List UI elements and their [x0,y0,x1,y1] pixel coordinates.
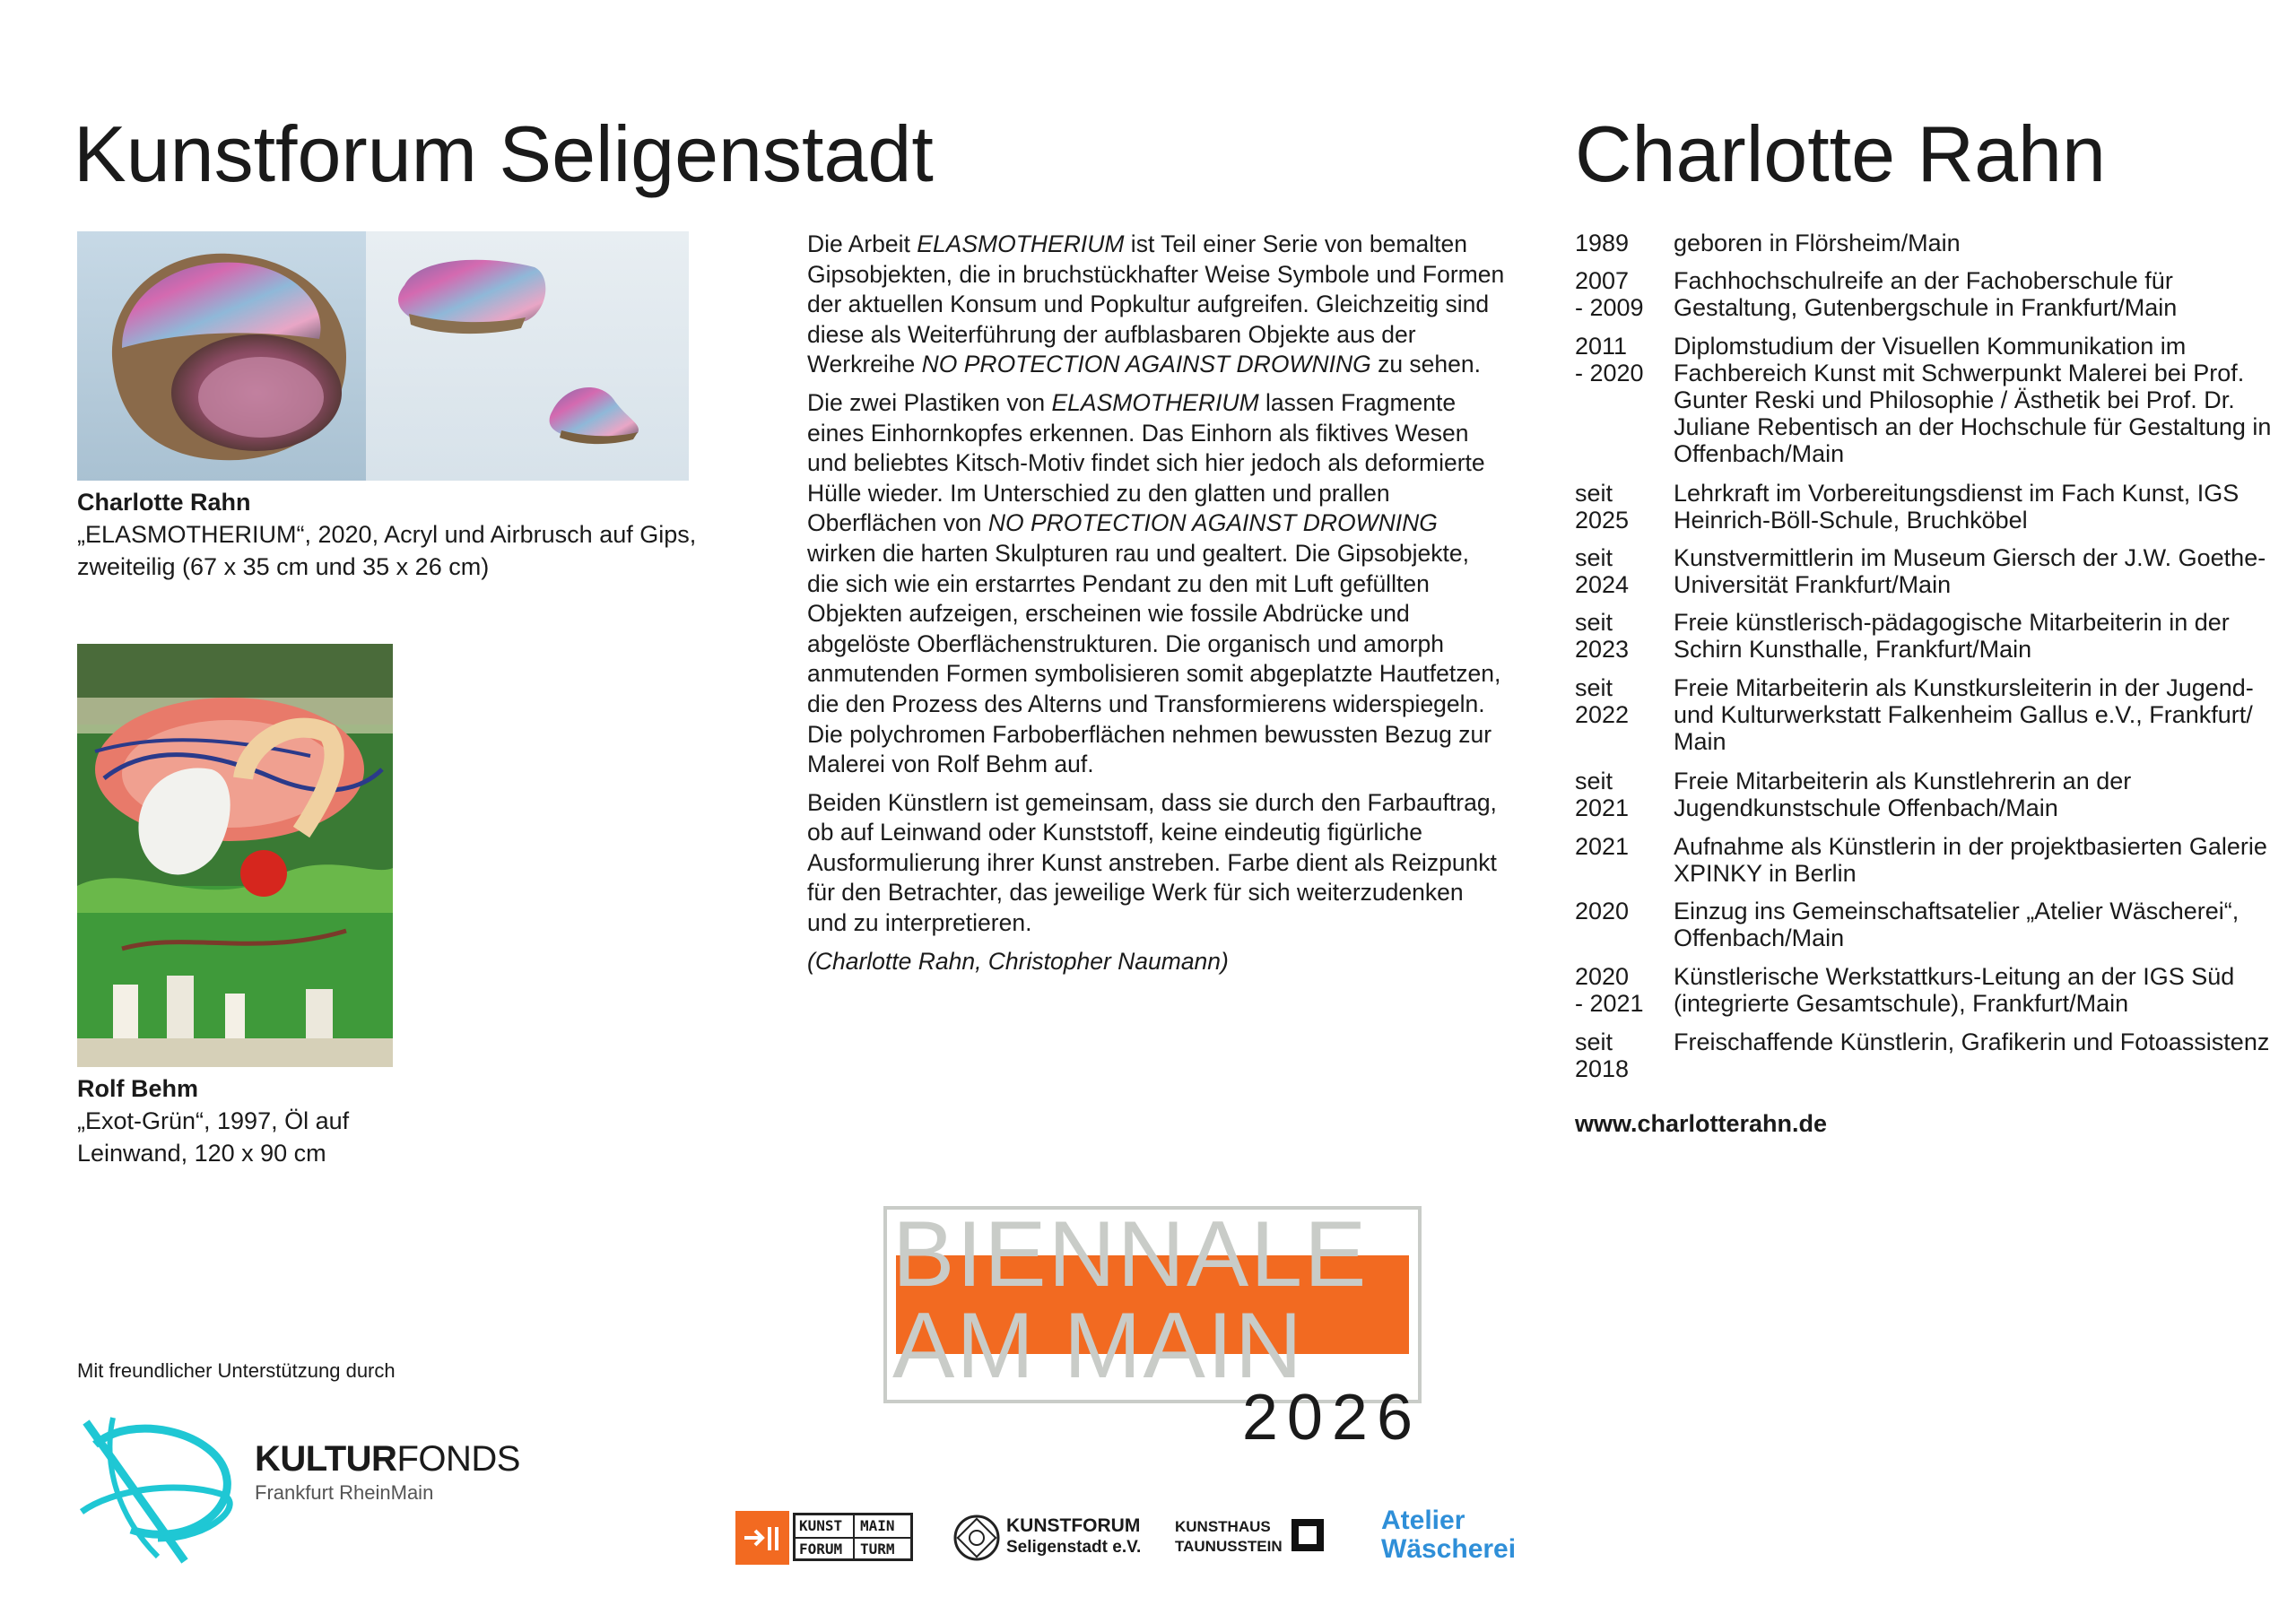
atelier-waescherei-line2: Wäscherei [1381,1534,1517,1564]
support-label: Mit freundlicher Unterstützung durch [77,1359,396,1382]
artwork-exot-gruen-image [77,644,393,1067]
kunsthaus-line2: TAUNUSSTEIN [1175,1538,1283,1555]
biennale-line1: BIENNALE [892,1202,1369,1306]
description-text [807,230,1507,985]
artwork1-artist: Charlotte Rahn [77,489,251,516]
bio-list: 1989 geboren in Flörsheim/Main 2007 - 2009 Fachhochschulreife an der Fachoberschule für Gestaltung, Gutenbergschule in Frankfurt/Main 2011 - 2020 Diplomstudium der Visuellen Kommunikation im Fachbereich Kunst mit Schwerpunkt Malerei bei Prof. Gunter Reski und Philosophie / Ästhetik bei Prof. Dr. Juliane Rebentisch an der Hochschule für Gestaltung in Offenbach/Main seit 2025 Lehrkraft im Vorbereitungsdienst im Fach Kunst, IGS Heinrich-Böll-Schule, Bruchköbel seit 2024 Kunstvermittlerin im Museum Giersch der J.W. Goethe-Universität Frankfurt/Main seit 2023 Freie künstlerisch-pädagogische Mitarbeiterin in der Schirn Kunsthalle, Frankfurt/Main seit 2022 Freie Mitarbeiterin als Kunstkursleiterin in der Jugend- und Kulturwerkstatt Falkenheim Gallus e.V., Frankfurt/ Main seit 2021 Freie Mitarbeiterin als Kunstlehrerin an der Jugendkunstschule Offenbach/Main 2021 Aufnahme als Künstlerin in der projektbasierten Galerie XPINKY in Berlin 2020 Einzug ins Gemeinschaftsatelier „Atelier Wäscherei“, Offenbach/Main 2020 - 2021 Künstlerische Werkstattkurs-Leitung an der IGS Süd (integrierte Gesamtschule), Frankfurt/Main seit 2018 Freischaffende Künstlerin, Grafikerin und Fotoassistenz [1575,230,2272,1082]
kunsthaus-square-icon [1292,1519,1324,1551]
kunsthaus-line1: KUNSTHAUS [1175,1518,1271,1535]
description-paragraph-3: Beiden Künstlern ist gemeinsam, dass sie durch den Farbauftrag, ob auf Leinwand oder Kunststoff, keine eindeutig figürliche Ausformulierung ihrer Kunst anstreben. Farbe dient als Reizpunkt für den Betrachter, das jeweilige Werk für sich weiterzudenken und zu interpretieren. [807,788,1497,937]
kulturfonds-subtitle: Frankfurt RheinMain [255,1481,434,1504]
kunstforum-seligenstadt-emblem-icon [952,1514,1001,1562]
page-title-right: Charlotte Rahn [1575,109,2106,198]
kulturfonds-name-bold: KULTUR [255,1439,397,1479]
atelier-waescherei-line1: Atelier [1381,1506,1465,1535]
artwork2-caption-line2: Leinwand, 120 x 90 cm [77,1140,326,1167]
artwork1-caption-line2: zweiteilig (67 x 35 cm und 35 x 26 cm) [77,553,490,580]
website-link[interactable]: www.charlotterahn.de [1575,1110,1828,1137]
kulturfonds-name-light: FONDS [396,1439,520,1479]
biennale-logo [883,1202,1431,1454]
kulturfonds-logo [77,1404,520,1566]
artwork-elasmotherium-image [77,231,689,481]
description-paragraph-1: Die Arbeit ELASMOTHERIUM ist Teil einer Serie von bemalten Gipsobjekten, die in bruchstückhafter Weise Symbole und Formen der aktuellen Konsum und Popkultur aufgreifen. Gleichzeitig sind diese als Weiterführung der aufblasbaren Objekte aus der Werkreihe NO PROTECTION AGAINST DROWNING zu sehen. [807,230,1505,378]
kunstforum-turm-icon [735,1511,789,1565]
kulturfonds-emblem-icon [77,1404,257,1566]
kunstforum-turm-logo: KUNST MAIN FORUM TURM [793,1513,913,1561]
kunstforum-seligenstadt-line2: Seligenstadt e.V. [1006,1538,1142,1557]
artwork2-caption-line1: „Exot-Grün“, 1997, Öl auf [77,1107,350,1134]
description-paragraph-2: Die zwei Plastiken von ELASMOTHERIUM lassen Fragmente eines Einhornkopfes erkennen. Das Einhorn als fiktives Wesen und beliebtes Kitsch-Motiv findet sich hier jedoch als deformierte Hülle wieder. Im Unterschied zu den glatten und prallen Oberflächen von NO PROTECTION AGAINST DROWNING wirken die harten Skulpturen rau und gealtert. Die Gipsobjekte, die sich wie ein erstarrtes Pendant zu den mit Luft gefüllten Objekten aufzeigen, erscheinen wie fossile Abdrücke und abgelöste Oberflächenstrukturen. Die organisch und amorph anmutenden Formen symbolisieren somit abgeplatzte Hautfetzen, die den Prozess des Alterns und Transformierens widerspiegeln. Die polychromen Farboberflächen nehmen bewussten Bezug zur Malerei von Rolf Behm auf. [807,388,1501,778]
kunstforum-seligenstadt-line1: KUNSTFORUM [1006,1515,1141,1536]
artwork1-caption-line1: „ELASMOTHERIUM“, 2020, Acryl und Airbrusch auf Gips, [77,521,697,548]
artwork2-artist: Rolf Behm [77,1075,198,1102]
description-authors: (Charlotte Rahn, Christopher Naumann) [807,947,1229,975]
biennale-line2: AM MAIN [892,1294,1304,1398]
page-title-left: Kunstforum Seligenstadt [74,109,934,198]
biennale-year: 2026 [1241,1382,1422,1454]
